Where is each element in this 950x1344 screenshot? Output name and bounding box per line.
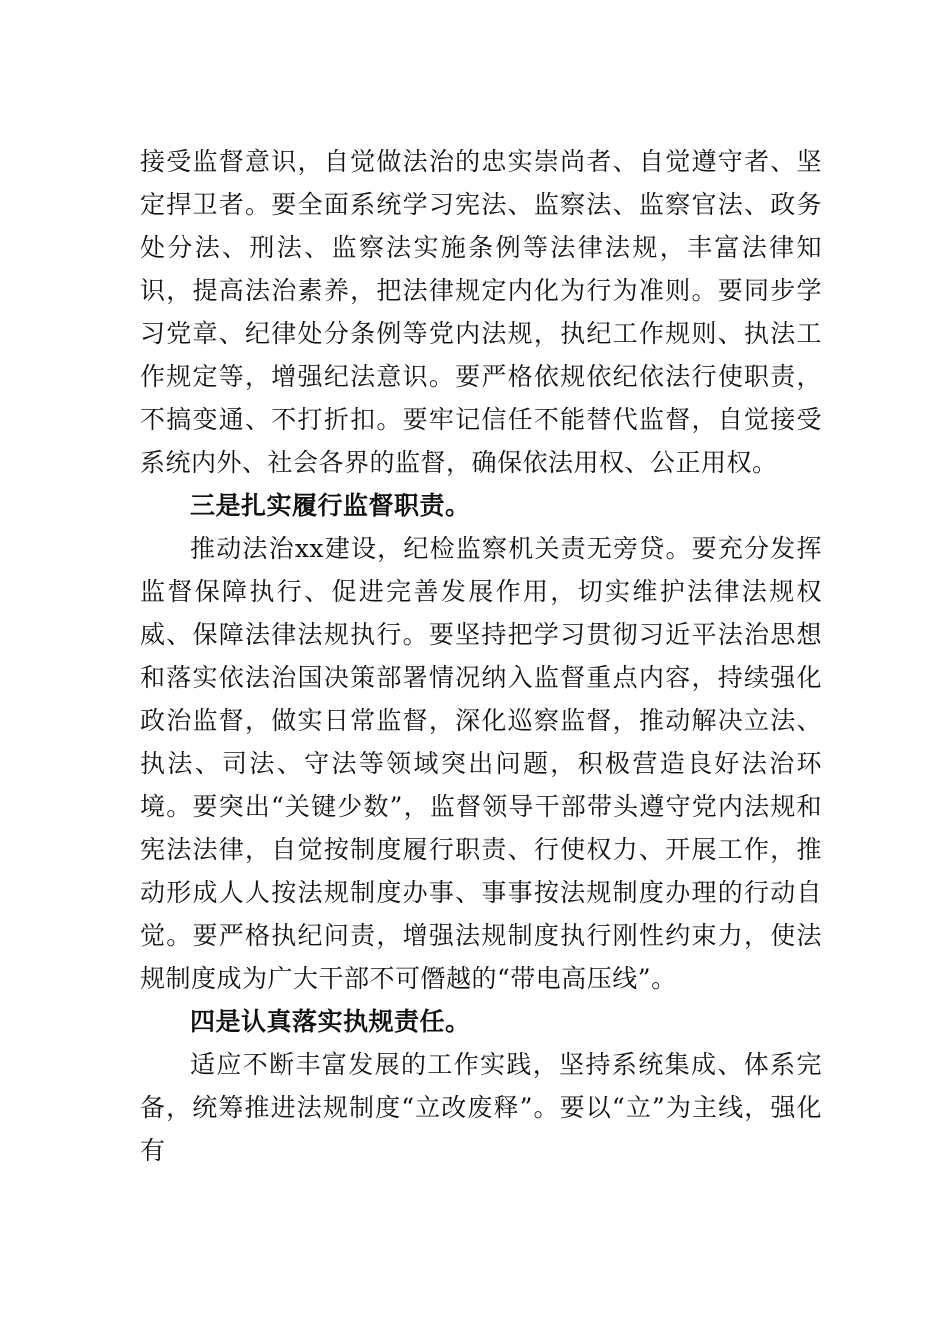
paragraph-supervision-duty: 推动法治xx建设，纪检监察机关责无旁贷。要充分发挥监督保障执行、促进完善发展作用，切实维护法律法规权威、保障法律法规执行。要坚持把学习贯彻习近平法治思想和落实依法治国决策部署情况纳入监督重点内容，持续强化政治监督，做实日常监督，深化巡察监督，推动解决立法、执法、司法、守法等领域突出问题，积极营造良好法治环境。要突出“关键少数”，监督领导干部带头遵守党内法规和宪法法律，自觉按制度履行职责、行使权力、开展工作，推动形成人人按法规制度办事、事事按法规制度办理的行动自觉。要严格执纪问责，增强法规制度执行刚性约束力，使法规制度成为广大干部不可僭越的“带电高压线”。 [140, 534, 822, 993]
paragraph-regulation-responsibility: 适应不断丰富发展的工作实践，坚持系统集成、体系完备，统筹推进法规制度“立改废释”。要以“立”为主线，强化有 [140, 1050, 822, 1165]
document-body [140, 140, 822, 1172]
paragraph-supervision-awareness: 接受监督意识，自觉做法治的忠实崇尚者、自觉遵守者、坚定捍卫者。要全面系统学习宪法、监察法、监察官法、政务处分法、刑法、监察法实施条例等法律法规，丰富法律知识，提高法治素养，把法律规定内化为行为准则。要同步学习党章、纪律处分条例等党内法规，执纪工作规则、执法工作规定等，增强纪法意识。要严格依规依纪依法行使职责，不搞变通、不打折扣。要牢记信任不能替代监督，自觉接受系统内外、社会各界的监督，确保依法用权、公正用权。 [140, 147, 822, 477]
section-heading-four: 四是认真落实执规责任。 [190, 1007, 471, 1036]
section-heading-three: 三是扎实履行监督职责。 [190, 491, 471, 520]
